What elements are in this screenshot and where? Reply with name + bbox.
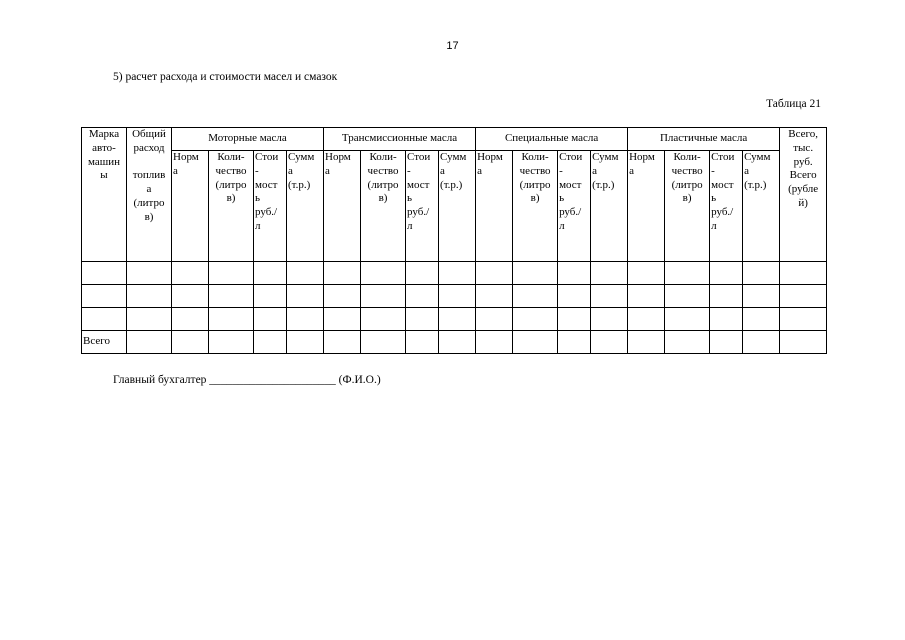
signature-label: Главный бухгалтер [113, 374, 207, 386]
subheader-cost: Стои - мост ь руб./ л [710, 151, 743, 262]
header-brand: Марка авто- машин ы [82, 128, 127, 262]
subheader-norm: Норм а [628, 151, 665, 262]
subheader-norm: Норм а [476, 151, 513, 262]
subheader-qty: Коли- чество (литро в) [665, 151, 710, 262]
signature-suffix: (Ф.И.О.) [338, 374, 381, 386]
subheader-norm: Норм а [172, 151, 209, 262]
table-row [82, 308, 827, 331]
report-table [81, 127, 827, 354]
header-fuel: Общий расход топлив а (литро в) [127, 128, 172, 262]
table-row [82, 285, 827, 308]
total-row-label: Всего [82, 331, 127, 354]
subheader-cost: Стои - мост ь руб./ л [254, 151, 287, 262]
subheader-qty: Коли- чество (литро в) [361, 151, 406, 262]
page-number: 17 [446, 40, 459, 52]
header-group-grease: Пластичные масла [628, 128, 780, 151]
subheader-sum: Сумм а (т.р.) [439, 151, 476, 262]
subheader-cost: Стои - мост ь руб./ л [406, 151, 439, 262]
subheader-qty: Коли- чество (литро в) [513, 151, 558, 262]
header-group-special: Специальные масла [476, 128, 628, 151]
total-row [82, 331, 827, 354]
subheader-cost: Стои - мост ь руб./ л [558, 151, 591, 262]
signature-blank: ______________________ [209, 374, 336, 386]
subheader-qty: Коли- чество (литро в) [209, 151, 254, 262]
subheader-row [82, 151, 827, 262]
header-group-transmission: Трансмиссионные масла [324, 128, 476, 151]
signature-line [113, 374, 381, 386]
header-row [82, 128, 827, 151]
subheader-sum: Сумм а (т.р.) [287, 151, 324, 262]
subheader-sum: Сумм а (т.р.) [591, 151, 628, 262]
subheader-norm: Норм а [324, 151, 361, 262]
header-total: Всего, тыс. руб. Всего (рубле й) [780, 128, 827, 262]
table-label: Таблица 21 [766, 98, 821, 110]
table-row [82, 262, 827, 285]
section-heading: 5) расчет расхода и стоимости масел и смазок [113, 71, 338, 83]
header-group-motor: Моторные масла [172, 128, 324, 151]
subheader-sum: Сумм а (т.р.) [743, 151, 780, 262]
